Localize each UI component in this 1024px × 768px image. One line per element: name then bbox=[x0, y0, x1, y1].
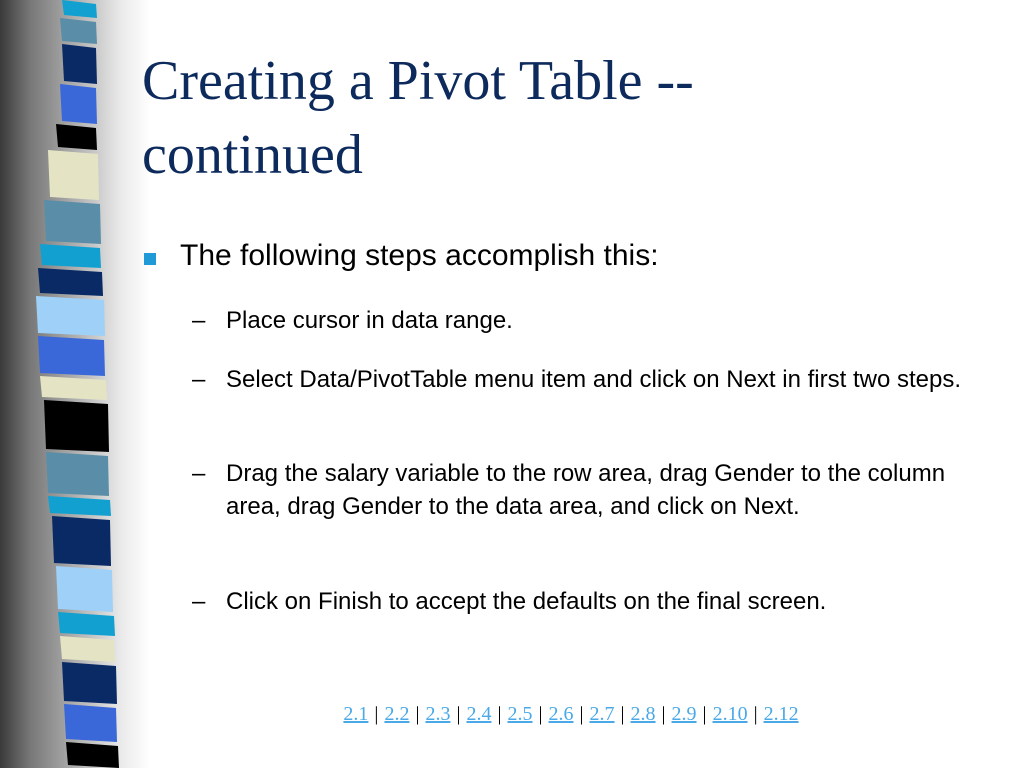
banner-stripe bbox=[38, 268, 103, 296]
banner-stripe bbox=[38, 336, 105, 376]
bullet-square-icon bbox=[144, 253, 156, 265]
banner-stripe bbox=[62, 44, 97, 84]
banner-stripe bbox=[66, 742, 119, 768]
sub-item-1: Place cursor in data range. bbox=[226, 307, 513, 334]
nav-separator: | bbox=[374, 703, 379, 725]
banner-stripe bbox=[46, 452, 109, 496]
banner-stripe bbox=[60, 636, 115, 662]
nav-link-2-3[interactable]: 2.3 bbox=[425, 703, 451, 725]
nav-separator: | bbox=[497, 703, 502, 725]
nav-link-2-9[interactable]: 2.9 bbox=[671, 703, 697, 725]
title-line-2: continued bbox=[142, 124, 363, 186]
banner-stripe bbox=[62, 0, 97, 18]
nav-link-2-6[interactable]: 2.6 bbox=[548, 703, 574, 725]
banner-stripe bbox=[40, 376, 107, 400]
sub-item-3: Drag the salary variable to the row area, drag Gender to the column area, drag Gender to the data area, and click on Next. bbox=[226, 460, 946, 520]
banner-stripe bbox=[56, 566, 113, 612]
nav-link-2-12[interactable]: 2.12 bbox=[763, 703, 799, 725]
banner-stripe bbox=[56, 124, 97, 150]
nav-separator: | bbox=[702, 703, 707, 725]
dash-icon: – bbox=[192, 460, 206, 487]
banner-stripe bbox=[36, 296, 105, 336]
banner-stripe bbox=[44, 400, 109, 452]
banner-stripe bbox=[58, 612, 115, 636]
banner-stripe bbox=[44, 200, 101, 244]
nav-link-2-5[interactable]: 2.5 bbox=[507, 703, 533, 725]
nav-link-2-4[interactable]: 2.4 bbox=[466, 703, 492, 725]
banner-stripe bbox=[40, 244, 101, 268]
decorative-banner bbox=[0, 0, 120, 768]
banner-stripe bbox=[48, 150, 99, 200]
nav-separator: | bbox=[661, 703, 666, 725]
slide-title bbox=[142, 44, 1002, 192]
slide-nav bbox=[0, 703, 1024, 726]
nav-separator: | bbox=[415, 703, 420, 725]
nav-separator: | bbox=[753, 703, 758, 725]
banner-stripe bbox=[60, 18, 97, 44]
dash-icon: – bbox=[192, 588, 206, 615]
banner-stripe bbox=[60, 84, 97, 124]
nav-separator: | bbox=[579, 703, 584, 725]
sub-item-4: Click on Finish to accept the defaults on the final screen. bbox=[226, 588, 827, 615]
dash-icon: – bbox=[192, 307, 206, 334]
nav-separator: | bbox=[620, 703, 625, 725]
bullet-text: The following steps accomplish this: bbox=[180, 239, 659, 272]
dash-icon: – bbox=[192, 366, 206, 393]
nav-link-2-10[interactable]: 2.10 bbox=[712, 703, 748, 725]
title-line-1: Creating a Pivot Table -- bbox=[142, 50, 694, 112]
nav-separator: | bbox=[456, 703, 461, 725]
nav-link-2-1[interactable]: 2.1 bbox=[343, 703, 369, 725]
nav-link-2-8[interactable]: 2.8 bbox=[630, 703, 656, 725]
banner-stripe bbox=[48, 496, 111, 516]
nav-separator: | bbox=[538, 703, 543, 725]
nav-link-2-2[interactable]: 2.2 bbox=[384, 703, 410, 725]
banner-stripe bbox=[52, 516, 111, 566]
banner-stripe bbox=[62, 662, 117, 704]
sub-item-2: Select Data/PivotTable menu item and click on Next in first two steps. bbox=[226, 366, 961, 393]
nav-link-2-7[interactable]: 2.7 bbox=[589, 703, 615, 725]
